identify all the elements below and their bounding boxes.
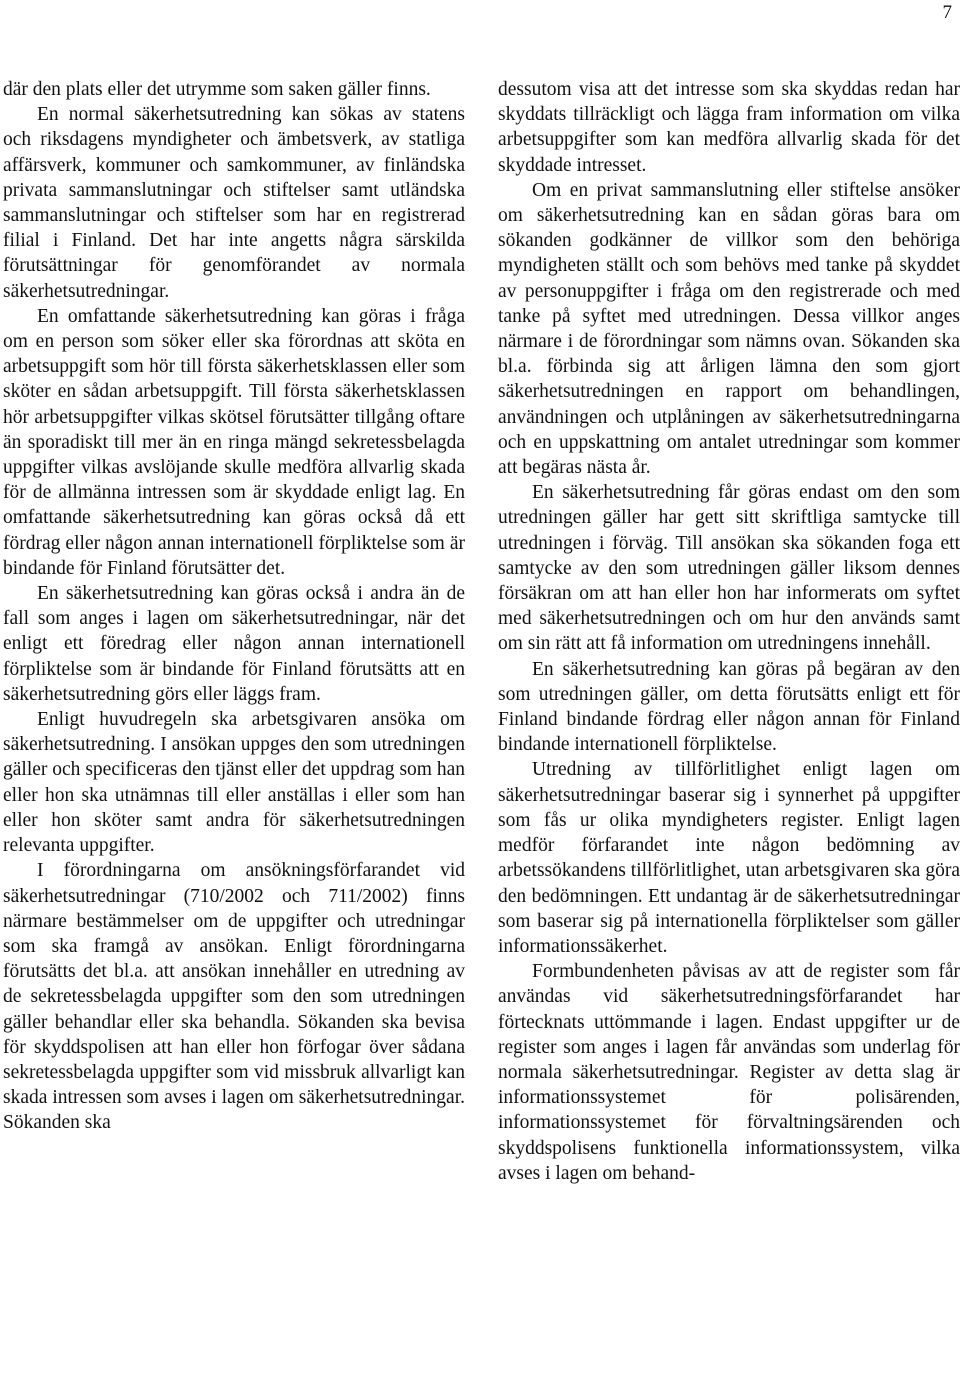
paragraph: En säkerhetsutredning kan göras på begäran av den som utredningen gäller, om detta förutsätts enligt ett för Finland bindande fördrag eller någon annan för Finland bindande internationell förpliktelse.	[498, 658, 960, 756]
right-column	[498, 77, 960, 1186]
paragraph: Enligt huvudregeln ska arbetsgivaren ansöka om säkerhetsutredning. I ansökan uppges den som utredningen gäller och specificeras den tjänst eller det uppdrag som han eller hon ska utnämnas till eller anställas i eller som han eller hon sköter samt andra för säkerhetsutredningen relevanta uppgifter.	[3, 709, 465, 857]
paragraph: dessutom visa att det intresse som ska skyddas redan har skyddats tillräckligt och lägga fram information om vilka arbetsuppgifter som kan medföra allvarlig skada för det skyddade intresset.	[498, 79, 960, 176]
paragraph: En omfattande säkerhetsutredning kan göras i fråga om en person som söker eller ska förordnas att sköta en arbetsuppgift som hör till första säkerhetsklassen eller som sköter en sådan arbetsuppgift. Till första säkerhetsklassen hör arbetsuppgifter vilkas skötsel förutsätter tillgång oftare än sporadiskt till mer än en ringa mängd sekretessbelagda uppgifter vilkas avslöjande skulle medföra allvarlig skada för de allmänna intressen som är skyddade enligt lag. En omfattande säkerhetsutredning kan göras också då ett fördrag eller någon annan internationell förpliktelse som är bindande för Finland förutsätter det.	[3, 305, 465, 579]
page-number: 7	[942, 2, 952, 23]
paragraph: Utredning av tillförlitlighet enligt lagen om säkerhetsutredningar baserar sig i synnerhet på uppgifter som fås ur olika myndigheters register. Enligt lagen medför förfarandet inte någon bedömning av arbetssökandens tillförlitlighet, utan arbetsgivaren ska göra den bedömningen. Ett undantag är de säkerhetsutredningar som baserar sig på internationella förpliktelser som gäller informationssäkerhet.	[498, 759, 960, 957]
paragraph: I förordningarna om ansökningsförfarandet vid säkerhetsutredningar (710/2002 och 711/2002) finns närmare bestämmelser om de uppgifter och utredningar som ska framgå av ansökan. Enligt förordningarna förutsätts det bl.a. att ansökan innehåller en utredning av de sekretessbelagda uppgifter som den som utredningen gäller behandlar eller ska behandla. Sökanden ska bevisa för skyddspolisen att han eller hon förfogar över sådana sekretessbelagda uppgifter som vid missbruk allvarligt kan skada intressen som avses i lagen om säkerhetsutredningar. Sökanden ska	[3, 860, 465, 1134]
paragraph: En säkerhetsutredning kan göras också i andra än de fall som anges i lagen om säkerhetsutredningar, när det enligt ett föredrag eller någon annan internationell förpliktelse som är bindande för Finland förutsätts att en säkerhetsutredning görs eller läggs fram.	[3, 583, 465, 705]
left-column	[3, 77, 465, 1136]
paragraph: där den plats eller det utrymme som saken gäller finns.	[3, 79, 431, 100]
paragraph: En normal säkerhetsutredning kan sökas av statens och riksdagens myndigheter och ämbetsverk, av statliga affärsverk, kommuner och samkommuner, av finländska privata sammanslutningar och stiftelser samt utländska sammanslutningar och stiftelser som har en registrerad filial i Finland. Det har inte angetts några särskilda förutsättningar för genomförandet av normala säkerhetsutredningar.	[3, 104, 465, 302]
paragraph: En säkerhetsutredning får göras endast om den som utredningen gäller har gett sitt skriftliga samtycke till utredningen i förväg. Till ansökan ska sökanden foga ett samtycke av den som utredningen gäller liksom dennes försäkran om att han eller hon har informerats om syftet med säkerhetsutredningen och om hur den används samt om sin rätt att få information om utredningens innehåll.	[498, 482, 960, 655]
paragraph: Om en privat sammanslutning eller stiftelse ansöker om säkerhetsutredning kan en sådan göras bara om sökanden godkänner de villkor som den behöriga myndigheten ställt och som behövs med tanke på skyddet av personuppgifter i fråga om den registrerade och med tanke på syftet med utredningen. Dessa villkor anges närmare i de förordningar som nämns ovan. Sökanden ska bl.a. förbinda sig att årligen lämna den som gjort säkerhetsutredningen en rapport om behandlingen, användningen och utplåningen av säkerhetsutredningarna och en uppskattning om antalet utredningar som kommer att begäras nästa år.	[498, 179, 960, 479]
paragraph: Formbundenheten påvisas av att de register som får användas vid säkerhetsutredningsförfarandet har förtecknats uttömmande i lagen. Endast uppgifter ur de register som anges i lagen får användas som underlag för normala säkerhetsutredningar. Register av detta slag är informationssystemet för polisärenden, informationssystemet för förvaltningsärenden och skyddspolisens funktionella informationssystem, vilka avses i lagen om behand-	[498, 961, 960, 1184]
